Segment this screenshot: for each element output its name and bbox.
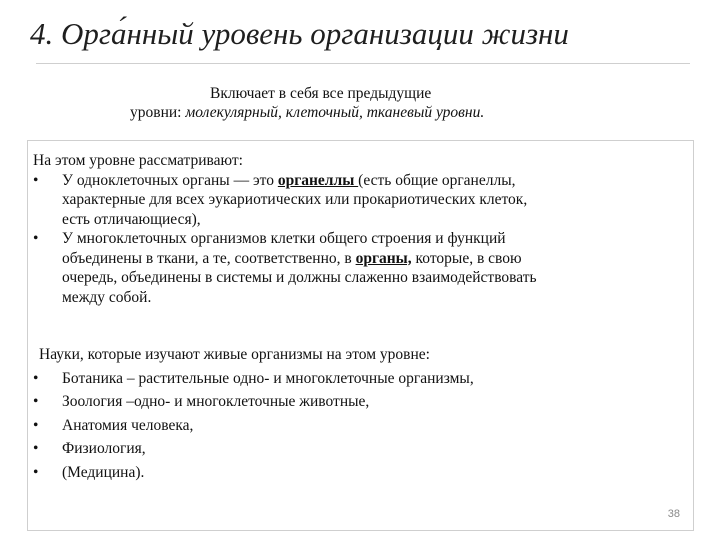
science-item-text: Ботаника – растительные одно- и многоклеточные организмы, <box>62 369 474 387</box>
science-item-physiology <box>33 437 693 461</box>
bullet-unicellular <box>33 171 693 230</box>
bullet-unicellular-pre: У одноклеточных органы — это <box>62 171 278 189</box>
intro-line-2 <box>130 103 484 122</box>
bullet-unicellular-line-2: характерные для всех эукариотических или прокариотических клеток, <box>62 191 528 208</box>
bullet-multicellular <box>33 229 693 307</box>
science-item-text: Физиология, <box>62 440 146 457</box>
bullet-marker: • <box>33 463 39 481</box>
intro-levels-list: молекулярный, клеточный, тканевый уровни. <box>185 104 485 121</box>
bullet-marker: • <box>33 416 39 434</box>
bullet-unicellular-line-3: есть отличающиеся), <box>62 210 201 228</box>
section-considered-heading: На этом уровне рассматривают: <box>33 152 243 169</box>
term-organs: органы, <box>355 249 412 267</box>
bullet-marker: • <box>33 369 39 387</box>
bullet-multicellular-post: которые, в свою <box>411 249 522 267</box>
intro-text <box>130 84 484 122</box>
intro-line-2-prefix: уровни: <box>130 104 186 121</box>
science-item-text: (Медицина). <box>62 463 145 481</box>
science-item-zoology <box>33 390 693 414</box>
bullet-marker: • <box>33 440 39 457</box>
term-organelles: органеллы <box>277 171 359 189</box>
title-divider <box>36 63 690 64</box>
bullet-unicellular-post: (есть общие органеллы, <box>358 171 516 189</box>
science-item-text: Зоология –одно- и многоклеточные животные, <box>62 393 370 410</box>
bullet-unicellular-line-1 <box>62 171 693 191</box>
science-item-anatomy <box>33 414 693 438</box>
section-sciences-heading: Науки, которые изучают живые организмы на этом уровне: <box>39 346 430 363</box>
bullet-multicellular-line-3: очередь, объединены в системы и должны слаженно взаимодействовать <box>62 269 537 286</box>
bullet-multicellular-line-1: У многоклеточных организмов клетки общего строения и функций <box>62 230 506 247</box>
bullet-multicellular-line-4: между собой. <box>62 288 152 306</box>
slide-title: 4. Орга́нный уровень организации жизни <box>30 16 569 51</box>
bullet-marker: • <box>33 230 39 247</box>
bullet-multicellular-pre: объединены в ткани, а те, соответственно, в <box>62 249 356 267</box>
bullet-marker: • <box>33 171 39 189</box>
science-item-text: Анатомия человека, <box>62 416 194 434</box>
page-number: 38 <box>667 508 680 520</box>
section-considered <box>33 151 693 307</box>
intro-line-1: Включает в себя все предыдущие <box>210 85 432 102</box>
science-item-botany <box>33 367 693 391</box>
section-sciences <box>33 343 693 484</box>
bullet-multicellular-line-2 <box>62 249 693 269</box>
bullet-marker: • <box>33 393 39 410</box>
science-item-medicine <box>33 461 693 485</box>
